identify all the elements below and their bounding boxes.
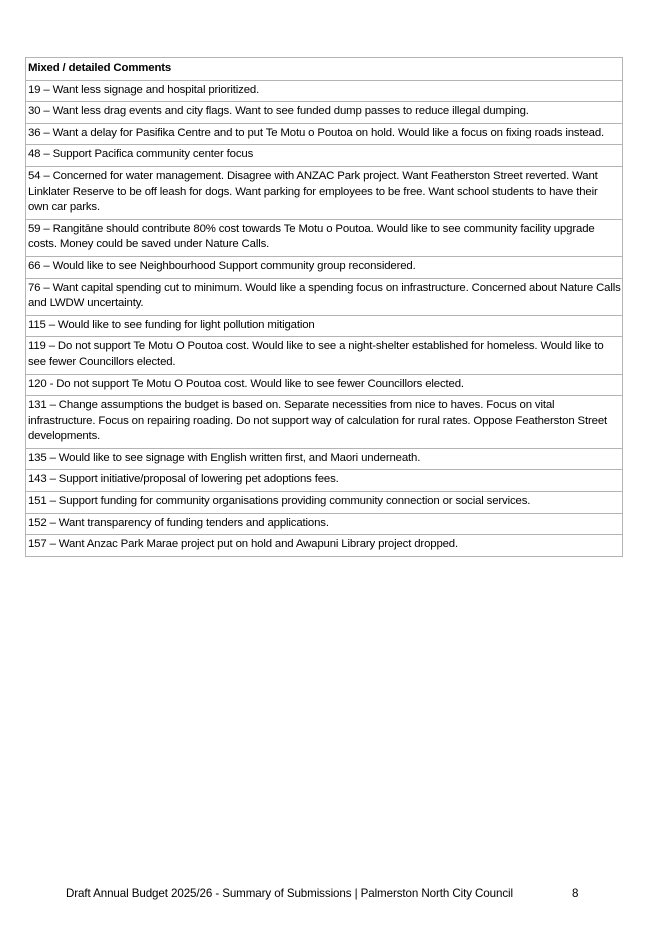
table-row (26, 123, 623, 145)
table-row (26, 470, 623, 492)
comment-cell: 119 – Do not support Te Motu O Poutoa cost. Would like to see a night-shelter established for homeless. Would like to see fewer Councillors elected. (26, 337, 623, 374)
table-row (26, 145, 623, 167)
table-row (26, 337, 623, 374)
table-row (26, 535, 623, 557)
comment-cell: 66 – Would like to see Neighbourhood Support community group reconsidered. (26, 256, 623, 278)
table-row (26, 448, 623, 470)
comment-cell: 19 – Want less signage and hospital prioritized. (26, 80, 623, 102)
comment-cell: 30 – Want less drag events and city flags. Want to see funded dump passes to reduce illegal dumping. (26, 102, 623, 124)
comment-cell: 152 – Want transparency of funding tenders and applications. (26, 513, 623, 535)
comment-cell: 36 – Want a delay for Pasifika Centre and to put Te Motu o Poutoa on hold. Would like a focus on fixing roads instead. (26, 123, 623, 145)
comment-cell: 48 – Support Pacifica community center focus (26, 145, 623, 167)
comment-cell: 54 – Concerned for water management. Disagree with ANZAC Park project. Want Featherston Street reverted. Want Linklater Reserve to be off leash for dogs. Want parking for employees to be free. Want school students to have their own car parks. (26, 166, 623, 219)
comment-cell: 131 – Change assumptions the budget is based on. Separate necessities from nice to haves. Focus on vital infrastructure. Focus on repairing roading. Do not support way of calculation for rural rates. Oppose Featherston Street developments. (26, 396, 623, 449)
comment-cell: 151 – Support funding for community organisations providing community connection or social services. (26, 492, 623, 514)
comment-cell: 143 – Support initiative/proposal of lowering pet adoptions fees. (26, 470, 623, 492)
table-row (26, 219, 623, 256)
table-row (26, 166, 623, 219)
table-row (26, 278, 623, 315)
table-row (26, 374, 623, 396)
table-row (26, 102, 623, 124)
table-row (26, 80, 623, 102)
comment-cell: 59 – Rangitāne should contribute 80% cost towards Te Motu o Poutoa. Would like to see community facility upgrade costs. Money could be saved under Nature Calls. (26, 219, 623, 256)
comment-cell: 115 – Would like to see funding for light pollution mitigation (26, 315, 623, 337)
table-header-row (26, 58, 623, 81)
table-row (26, 256, 623, 278)
comment-cell: 135 – Would like to see signage with English written first, and Maori underneath. (26, 448, 623, 470)
comment-cell: 157 – Want Anzac Park Marae project put on hold and Awapuni Library project dropped. (26, 535, 623, 557)
table-header: Mixed / detailed Comments (26, 58, 623, 81)
comment-cell: 76 – Want capital spending cut to minimum. Would like a spending focus on infrastructure. Concerned about Nature Calls and LWDW uncertainty. (26, 278, 623, 315)
page-footer: Draft Annual Budget 2025/26 - Summary of Submissions | Palmerston North City Council (66, 887, 513, 900)
table-row (26, 492, 623, 514)
table-row (26, 315, 623, 337)
page-number: 8 (572, 887, 579, 900)
comment-cell: 120 - Do not support Te Motu O Poutoa cost. Would like to see fewer Councillors elected. (26, 374, 623, 396)
table-row (26, 396, 623, 449)
table-row (26, 513, 623, 535)
comments-table (25, 57, 623, 557)
